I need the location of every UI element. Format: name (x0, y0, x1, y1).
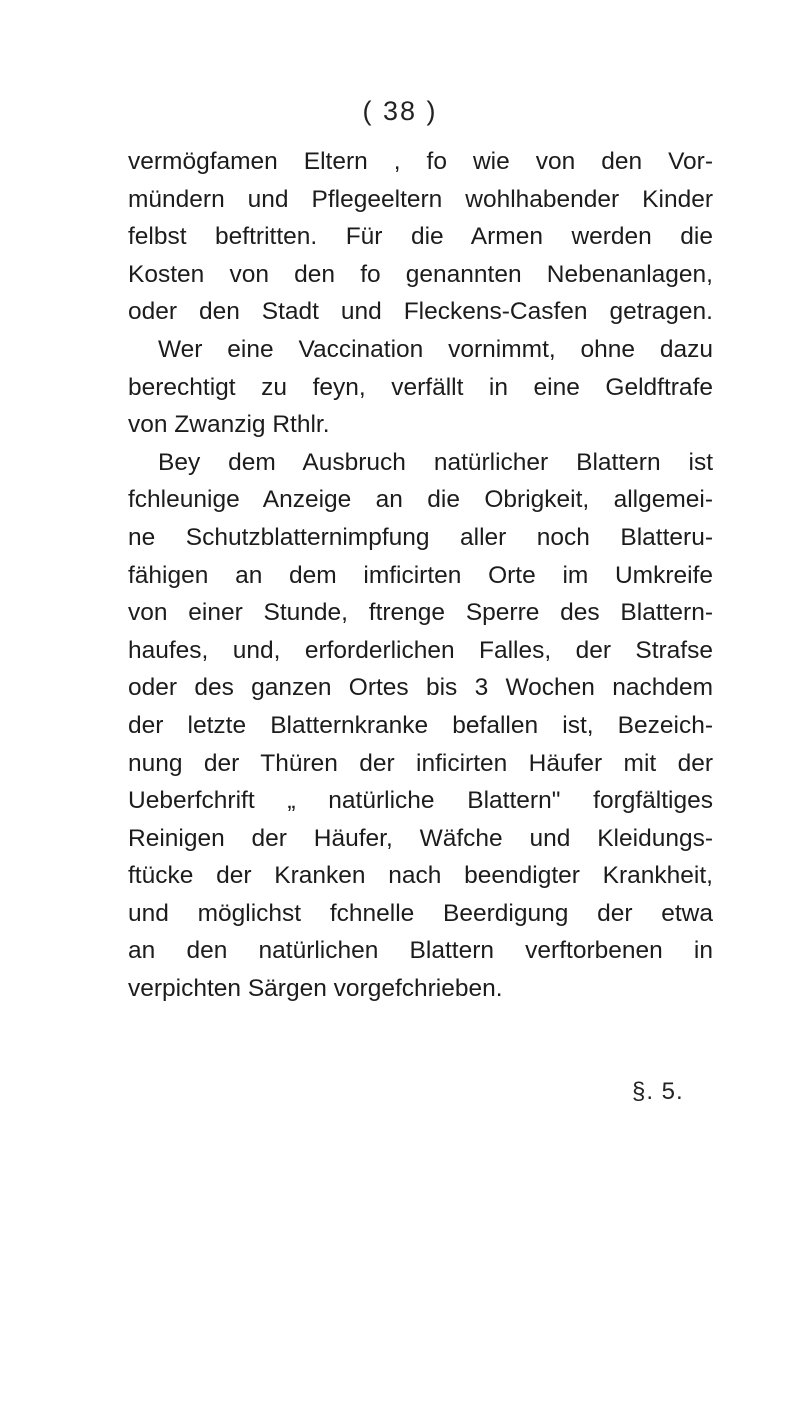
text-line: ne Schutzblatternimpfung aller noch Blatteru- (128, 523, 713, 551)
text-line: von einer Stunde, ftrenge Sperre des Blattern- (128, 599, 713, 627)
text-line: Reinigen der Häufer, Wäfche und Kleidungs- (128, 824, 713, 852)
text-line: verpichten Särgen vorgefchrieben. (128, 975, 503, 1003)
text-line: Ueberfchrift „ natürliche Blattern" forgfältiges (128, 787, 713, 815)
body-text (128, 143, 713, 1008)
text-line: mündern und Pflegeeltern wohlhabender Kinder (128, 185, 713, 213)
catchword: §. 5. (632, 1078, 684, 1105)
text-line: nung der Thüren der inficirten Häufer mit der (128, 749, 713, 777)
text-line: fchleunige Anzeige an die Obrigkeit, allgemei- (128, 486, 713, 514)
text-line: felbst beftritten. Für die Armen werden die (128, 223, 713, 251)
text-line: Bey dem Ausbruch natürlicher Blattern ist (158, 448, 713, 476)
text-line: vermögfamen Eltern , fo wie von den Vor- (128, 148, 713, 175)
text-line: der letzte Blatternkranke befallen ist, Bezeich- (128, 711, 713, 739)
text-line: Wer eine Vaccination vornimmt, ohne dazu (158, 335, 713, 363)
text-line: fähigen an dem imficirten Orte im Umkreife (128, 561, 713, 589)
text-line: haufes, und, erforderlichen Falles, der Strafse (128, 636, 713, 664)
text-line: von Zwanzig Rthlr. (128, 411, 330, 439)
text-line: und möglichst fchnelle Beerdigung der etwa (128, 899, 713, 927)
text-line: oder des ganzen Ortes bis 3 Wochen nachdem (128, 674, 713, 702)
text-line: Kosten von den fo genannten Nebenanlagen, (128, 260, 713, 288)
text-line: oder den Stadt und Fleckens-Casfen getragen. (128, 298, 713, 326)
page-number: ( 38 ) (362, 96, 438, 126)
text-line: berechtigt zu feyn, verfällt in eine Geldftrafe (128, 373, 713, 401)
text-line: ftücke der Kranken nach beendigter Krankheit, (128, 862, 713, 890)
text-line: an den natürlichen Blattern verftorbenen in (128, 937, 713, 965)
